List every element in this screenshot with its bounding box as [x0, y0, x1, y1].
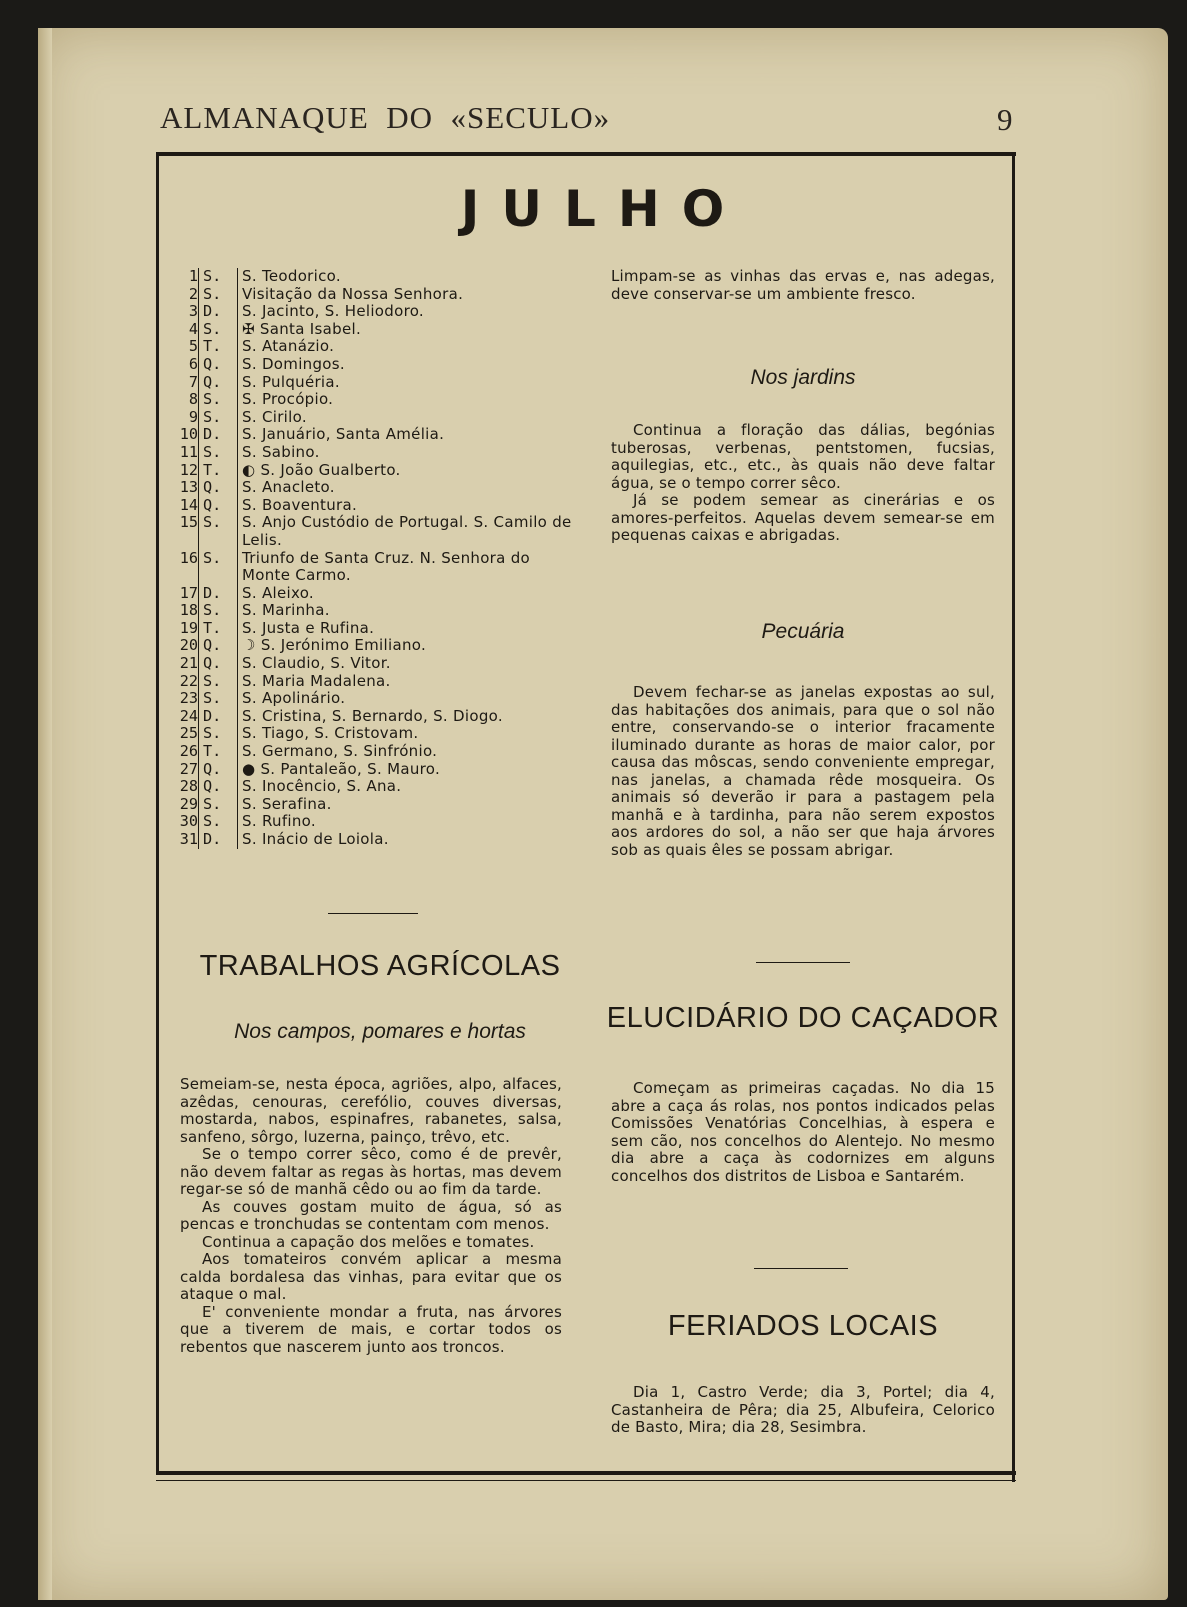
calendar-day: 18: [179, 601, 198, 620]
calendar-weekday: D.: [198, 303, 237, 321]
calendar-weekday: Q.: [198, 655, 237, 673]
calendar-day: 28: [179, 777, 198, 796]
calendar-day: 22: [179, 671, 198, 690]
calendar-day: 21: [179, 654, 198, 673]
calendar-saint: S. Anacleto.: [237, 479, 572, 497]
calendar-day: 7: [188, 372, 198, 391]
calendar-day: 3: [188, 302, 198, 321]
calendar-day: 8: [188, 390, 198, 409]
calendar-day: 30: [179, 812, 198, 831]
calendar-saint: Triunfo de Santa Cruz. N. Senhora do Monte Carmo.: [237, 550, 572, 585]
calendar-row: [172, 690, 572, 708]
calendar-day: 20: [179, 636, 198, 655]
calendar-saint: S. Cirilo.: [237, 409, 572, 427]
calendar-saint: S. Boaventura.: [237, 497, 572, 515]
calendar-row: [172, 602, 572, 620]
calendar-saint: S. Serafina.: [237, 796, 572, 814]
calendar-weekday: Q.: [198, 761, 237, 779]
cacador-end-divider: [754, 1268, 848, 1269]
calendar-saint: S. Jacinto, S. Heliodoro.: [237, 303, 572, 321]
calendar-row: [172, 813, 572, 831]
calendar-weekday: S.: [198, 673, 237, 691]
calendar-saint: S. Teodorico.: [237, 268, 572, 286]
calendar-row: [172, 585, 572, 603]
calendar-weekday: Q.: [198, 778, 237, 796]
calendar-weekday: Q.: [198, 497, 237, 515]
calendar-day: 11: [179, 442, 198, 461]
calendar-weekday: T.: [198, 743, 237, 761]
calendar-row: [172, 374, 572, 392]
calendar-row: [172, 338, 572, 356]
calendar-saint: S. Apolinário.: [237, 690, 572, 708]
month-title: JULHO: [460, 180, 747, 238]
page-number: 9: [997, 102, 1013, 137]
calendar-row: [172, 725, 572, 743]
calendar-day: 5: [188, 337, 198, 356]
calendar-saint: ◐ S. João Gualberto.: [237, 462, 572, 480]
calendar-day: 31: [179, 830, 198, 848]
calendar-weekday: T.: [198, 462, 237, 480]
calendar-saint: S. Rufino.: [237, 813, 572, 831]
calendar-saint: S. Aleixo.: [237, 585, 572, 603]
feriados-body: [611, 1384, 995, 1437]
calendar-row: [172, 426, 572, 444]
vinhas-intro: [611, 268, 995, 303]
calendar-saint: S. Germano, S. Sinfrónio.: [237, 743, 572, 761]
trabalhos-paragraph: Semeiam-se, nesta época, agriões, alpo, alfaces, azêdas, cenouras, cerefólio, couves diversas, mostarda, nabos, espinafres, rabanetes, salsa, sanfeno, sôrgo, luzerna, painço, trêvo, etc.: [180, 1075, 562, 1146]
calendar-row: [172, 286, 572, 304]
calendar-saint: S. Inácio de Loiola.: [237, 831, 572, 849]
calendar-day: 27: [179, 759, 198, 778]
calendar-saint: ☽ S. Jerónimo Emiliano.: [237, 637, 572, 655]
jardins-title: Nos jardins: [750, 366, 856, 389]
calendar-end-divider: [328, 913, 418, 914]
calendar-saint: S. Januário, Santa Amélia.: [237, 426, 572, 444]
calendar-row: [172, 514, 572, 549]
calendar-saint: S. Domingos.: [237, 356, 572, 374]
calendar-day: 19: [179, 618, 198, 637]
calendar-row: [172, 761, 572, 779]
calendar-weekday: Q.: [198, 637, 237, 655]
calendar-weekday: S.: [198, 409, 237, 427]
calendar-saint: S. Procópio.: [237, 391, 572, 409]
calendar-weekday: D.: [198, 708, 237, 726]
calendar-saint: S. Justa e Rufina.: [237, 620, 572, 638]
calendar-day: 10: [179, 425, 198, 444]
calendar-saint: S. Sabino.: [237, 444, 572, 462]
pecuaria-title: Pecuária: [761, 620, 845, 643]
calendar-day: 2: [188, 284, 198, 303]
calendar-day: 14: [179, 495, 198, 514]
calendar-day: 4: [188, 319, 198, 338]
trabalhos-paragraph: E' conveniente mondar a fruta, nas árvores que a tiverem de mais, e cortar todos os rebentos que nascerem junto aos troncos.: [180, 1302, 562, 1356]
trabalhos-paragraph: As couves gostam muito de água, só as pencas e tronchudas se contentam com menos.: [180, 1197, 562, 1233]
calendar-weekday: D.: [198, 585, 237, 603]
calendar-row: [172, 550, 572, 585]
calendar-saint: S. Marinha.: [237, 602, 572, 620]
jardins-body: [611, 422, 995, 545]
calendar-row: [172, 655, 572, 673]
calendar-weekday: S.: [198, 690, 237, 708]
frame-bottom-thin-rule: [156, 1480, 1016, 1481]
calendar-day: 16: [179, 548, 198, 567]
trabalhos-paragraph: Continua a capação dos melões e tomates.: [202, 1232, 535, 1251]
calendar-row: [172, 708, 572, 726]
calendar-row: [172, 444, 572, 462]
calendar-weekday: Q.: [198, 374, 237, 392]
calendar-row: [172, 497, 572, 515]
trabalhos-title: TRABALHOS AGRÍCOLAS: [199, 950, 561, 982]
vinhas-intro-text: Limpam-se as vinhas das ervas e, nas adegas, deve conservar-se um ambiente fresco.: [611, 267, 995, 303]
calendar-day: 26: [179, 742, 198, 761]
calendar-day: 1: [188, 267, 198, 285]
pecuaria-body: [611, 684, 995, 859]
calendar-weekday: S.: [198, 602, 237, 620]
calendar-saint: ✠ Santa Isabel.: [237, 321, 572, 339]
running-header-title: ALMANAQUE DO «SECULO»: [160, 100, 611, 135]
frame-bottom-rule: [156, 1471, 1016, 1475]
frame-right-rule: [1012, 152, 1015, 1482]
calendar-row: [172, 479, 572, 497]
calendar-row: [172, 462, 572, 480]
calendar-row: [172, 620, 572, 638]
calendar-row: [172, 391, 572, 409]
calendar-day: 25: [179, 724, 198, 743]
calendar-weekday: Q.: [198, 356, 237, 374]
saints-calendar: [172, 268, 572, 849]
frame-top-rule: [156, 152, 1016, 156]
calendar-weekday: T.: [198, 338, 237, 356]
calendar-weekday: S.: [198, 725, 237, 743]
calendar-weekday: Q.: [198, 479, 237, 497]
calendar-weekday: S.: [198, 813, 237, 831]
calendar-weekday: S.: [198, 321, 237, 339]
calendar-row: [172, 268, 572, 286]
trabalhos-body: [180, 1076, 562, 1356]
calendar-row: [172, 743, 572, 761]
calendar-day: 29: [179, 794, 198, 813]
frame-left-rule: [156, 152, 159, 1472]
calendar-saint: S. Maria Madalena.: [237, 673, 572, 691]
calendar-weekday: D.: [198, 831, 237, 849]
feriados-paragraph: Dia 1, Castro Verde; dia 3, Portel; dia 4, Castanheira de Pêra; dia 25, Albufeira, Celorico de Basto, Mira; dia 28, Sesimbra.: [611, 1383, 995, 1436]
calendar-weekday: S.: [198, 514, 237, 549]
calendar-weekday: T.: [198, 620, 237, 638]
calendar-saint: S. Tiago, S. Cristovam.: [237, 725, 572, 743]
calendar-row: [172, 409, 572, 427]
calendar-saint: S. Anjo Custódio de Portugal. S. Camilo de Lelis.: [237, 514, 572, 549]
calendar-row: [172, 303, 572, 321]
calendar-day: 9: [188, 407, 198, 426]
jardins-paragraph-1: Continua a floração das dálias, begónias tuberosas, verbenas, pentstomen, fucsias, aquilegias, etc., etc., às quais não deve faltar água, se o tempo correr sêco.: [611, 421, 995, 492]
calendar-weekday: S.: [198, 286, 237, 304]
calendar-day: 15: [179, 513, 198, 532]
cacador-body: [611, 1080, 995, 1185]
calendar-row: [172, 673, 572, 691]
trabalhos-paragraph: Aos tomateiros convém aplicar a mesma calda bordalesa das vinhas, para evitar que os ataque o mal.: [180, 1250, 562, 1303]
calendar-saint: S. Atanázio.: [237, 338, 572, 356]
calendar-saint: Visitação da Nossa Senhora.: [237, 286, 572, 304]
cacador-title: ELUCIDÁRIO DO CAÇADOR: [606, 1002, 1000, 1034]
calendar-day: 23: [179, 689, 198, 708]
calendar-weekday: S.: [198, 796, 237, 814]
calendar-day: 6: [188, 354, 198, 373]
jardins-paragraph-2: Já se podem semear as cinerárias e os amores-perfeitos. Aquelas devem semear-se em pequenas caixas e abrigadas.: [611, 491, 995, 544]
trabalhos-paragraph: Se o tempo correr sêco, como é de prevêr, não devem faltar as regas às hortas, mas devem regar-se só de manhã cêdo ou ao fim da tarde.: [180, 1145, 562, 1198]
feriados-title: FERIADOS LOCAIS: [667, 1310, 939, 1342]
calendar-row: [172, 637, 572, 655]
calendar-row: [172, 356, 572, 374]
calendar-saint: S. Pulquéria.: [237, 374, 572, 392]
calendar-day: 24: [179, 706, 198, 725]
pecuaria-end-divider: [756, 962, 850, 963]
calendar-weekday: S.: [198, 391, 237, 409]
calendar-saint: S. Cristina, S. Bernardo, S. Diogo.: [237, 708, 572, 726]
calendar-row: [172, 831, 572, 849]
calendar-row: [172, 321, 572, 339]
calendar-day: 17: [179, 583, 198, 602]
cacador-paragraph: Começam as primeiras caçadas. No dia 15 abre a caça ás rolas, nos pontos indicados pelas Comissões Venatórias Concelhias, à espera e sem cão, nos concelhos do Alentejo. No mesmo dia abre a caça às codornizes em alguns concelhos dos distritos de Lisboa e Santarém.: [611, 1079, 995, 1185]
calendar-row: [172, 796, 572, 814]
calendar-day: 13: [179, 478, 198, 497]
pecuaria-paragraph: Devem fechar-se as janelas expostas ao sul, das habitações dos animais, para que o sol não entre, conservando-se o interior fracamente iluminado durante as horas de maior calor, por causa das môscas, sendo conveniente empregar, nas janelas, a chamada rêde mosqueira. Os animais só deverão ir para a pastagem pela manhã e à tardinha, para não serem expostos aos ardores do sol, a não ser que haja árvores sob as quais êles se possam abrigar.: [611, 683, 995, 859]
calendar-saint: S. Claudio, S. Vitor.: [237, 655, 572, 673]
calendar-weekday: S.: [198, 550, 237, 585]
calendar-weekday: D.: [198, 426, 237, 444]
calendar-saint: S. Inocêncio, S. Ana.: [237, 778, 572, 796]
calendar-weekday: S.: [198, 444, 237, 462]
calendar-day: 12: [179, 460, 198, 479]
calendar-row: [172, 778, 572, 796]
calendar-saint: ● S. Pantaleão, S. Mauro.: [237, 761, 572, 779]
trabalhos-subtitle: Nos campos, pomares e hortas: [234, 1020, 526, 1043]
calendar-weekday: S.: [198, 268, 237, 286]
page-fold: [38, 28, 52, 1600]
